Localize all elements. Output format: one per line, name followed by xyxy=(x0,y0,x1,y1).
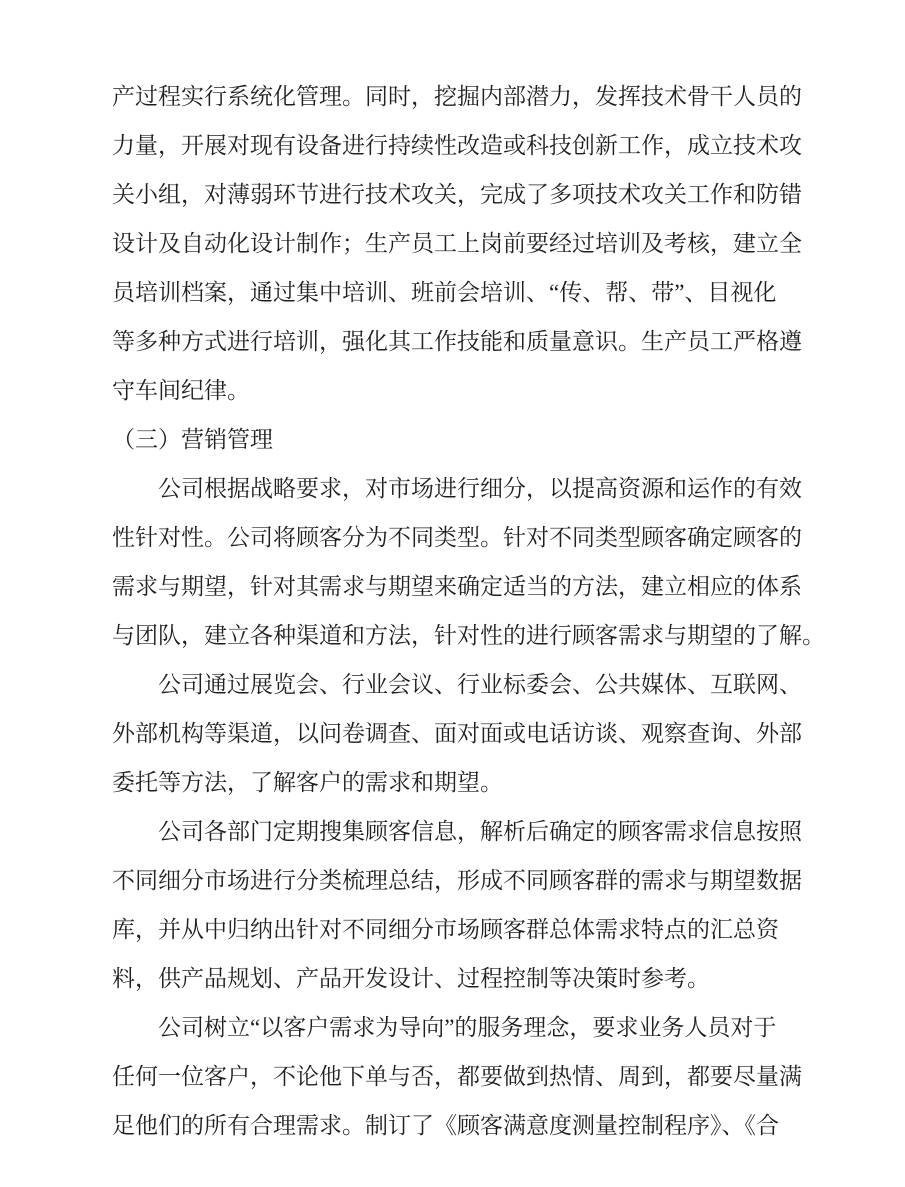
text-line: 员培训档案，通过集中培训、班前会培训、“传、帮、带”、目视化 xyxy=(112,280,777,305)
text-line: （三）营销管理 xyxy=(112,427,273,452)
text-line: 公司根据战略要求，对市场进行细分，以提高资源和运作的有效 xyxy=(158,476,802,501)
text-line: 设计及自动化设计制作；生产员工上岗前要经过培训及考核，建立全 xyxy=(112,231,802,256)
text-line: 产过程实行系统化管理。同时，挖掘内部潜力，发挥技术骨干人员的 xyxy=(112,84,802,109)
text-line: 不同细分市场进行分类梳理总结，形成不同顾客群的需求与期望数据 xyxy=(112,868,802,893)
document-text-block xyxy=(112,72,825,1150)
text-line: 公司树立“以客户需求为导向”的服务理念，要求业务人员对于 xyxy=(158,1015,777,1040)
text-line: 需求与期望，针对其需求与期望来确定适当的方法，建立相应的体系 xyxy=(112,574,802,599)
text-line: 料，供产品规划、产品开发设计、过程控制等决策时参考。 xyxy=(112,966,710,991)
text-line: 力量，开展对现有设备进行持续性改造或科技创新工作，成立技术攻 xyxy=(112,133,802,158)
text-line: 等多种方式进行培训，强化其工作技能和质量意识。生产员工严格遵 xyxy=(112,329,802,354)
text-line: 公司通过展览会、行业会议、行业标委会、公共媒体、互联网、 xyxy=(158,672,802,697)
text-line: 库，并从中归纳出针对不同细分市场顾客群总体需求特点的汇总资 xyxy=(112,917,779,942)
text-line: 与团队，建立各种渠道和方法，针对性的进行顾客需求与期望的了解。 xyxy=(112,623,825,648)
text-line: 委托等方法，了解客户的需求和期望。 xyxy=(112,770,503,795)
text-line: 任何一位客户，不论他下单与否，都要做到热情、周到，都要尽量满 xyxy=(112,1064,802,1089)
text-line: 公司各部门定期搜集顾客信息，解析后确定的顾客需求信息按照 xyxy=(158,819,802,844)
text-line: 性针对性。公司将顾客分为不同类型。针对不同类型顾客确定顾客的 xyxy=(112,525,802,550)
text-line: 守车间纪律。 xyxy=(112,378,250,403)
text-line: 关小组，对薄弱环节进行技术攻关，完成了多项技术攻关工作和防错 xyxy=(112,182,802,207)
text-line: 足他们的所有合理需求。制订了《顾客满意度测量控制程序》、《合 xyxy=(112,1113,779,1138)
text-line: 外部机构等渠道，以问卷调查、面对面或电话访谈、观察查询、外部 xyxy=(112,721,802,746)
